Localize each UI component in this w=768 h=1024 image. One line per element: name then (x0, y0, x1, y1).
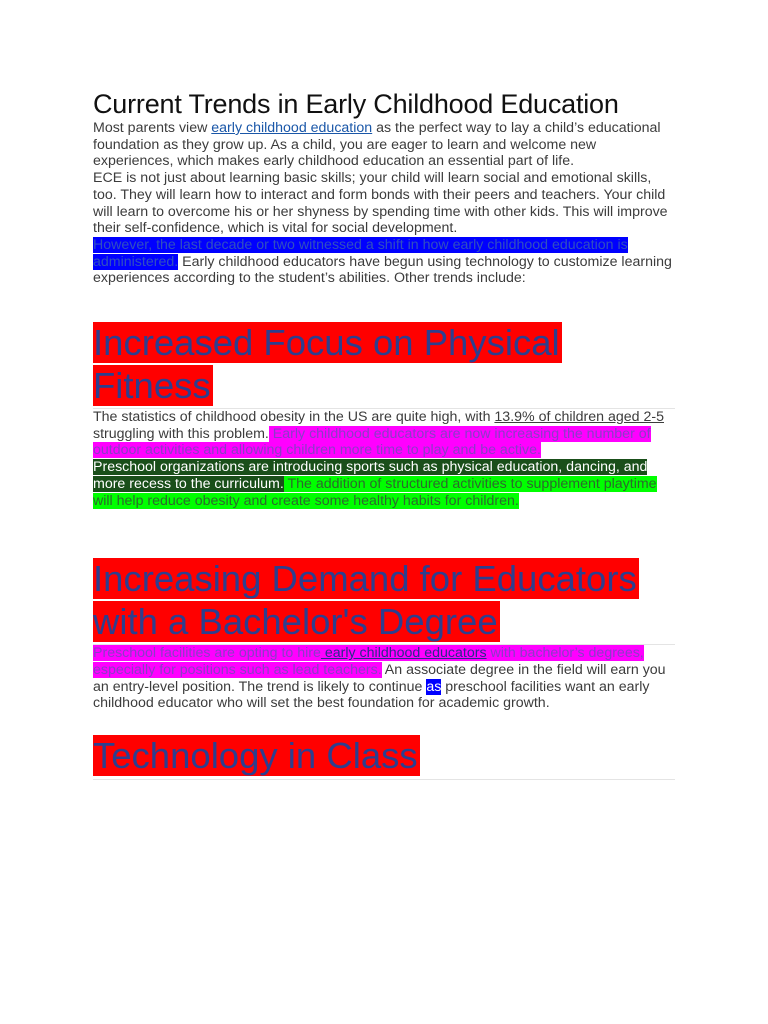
section-heading-technology (93, 734, 675, 777)
intro-text-before-link: Most parents view (93, 120, 212, 136)
intro-paragraph-3 (93, 237, 675, 287)
early-childhood-education-link[interactable]: early childhood education (211, 120, 373, 136)
magenta-text-before-link: Preschool facilities are opting to hire (93, 645, 321, 662)
section-heading-bachelors-degree (93, 557, 675, 643)
dark-green-highlighted-sentence: Preschool organizations are introducing sports such as physical education, dancing, and more recess to the curriculum. (93, 459, 648, 492)
section-heading-bachelors-degree-text: Increasing Demand for Educators with a Bachelor's Degree (93, 558, 637, 643)
intro-paragraph-1 (93, 120, 675, 170)
intro-paragraph-2: ECE is not just about learning basic skills; your child will learn social and emotional skills, too. They will learn how to interact and form bonds with their peers and teachers. Your child will learn to overcome his or her shyness by spending time with other kids. This will improve their self-confidence, which is vital for social development. (93, 170, 668, 237)
bachelors-degree-paragraph (93, 645, 675, 712)
page-title: Current Trends in Early Childhood Education (93, 89, 619, 119)
magenta-text-after-link: with bachelor’s degrees, especially for positions such as lead teachers. (93, 645, 644, 678)
bachelors-paragraph-end: preschool facilities want an early childhood educator who will set the best foundation for academic growth. (93, 678, 650, 712)
obesity-text-before-link: The statistics of childhood obesity in the US are quite high, with (93, 409, 495, 426)
early-childhood-educators-link[interactable]: early childhood educators (320, 645, 487, 662)
section-heading-physical-fitness-text: Increased Focus on Physical Fitness (93, 322, 560, 407)
blue-highlighted-sentence: However, the last decade or two witnessed a shift in how early childhood education is administered. (93, 236, 628, 270)
obesity-text-after-link: struggling with this problem. (93, 425, 269, 442)
obesity-statistic-link[interactable]: 13.9% of children aged 2-5 (494, 409, 664, 426)
magenta-highlighted-sentence: Early childhood educators are now increasing the number of outdoor activities and allowing children more time to play and be active. (93, 425, 651, 459)
associate-degree-text: An associate degree in the field will earn you an entry-level position. The trend is likely to continue (93, 661, 666, 695)
section-heading-technology-text: Technology in Class (93, 735, 418, 777)
physical-fitness-paragraph-2 (93, 459, 675, 509)
green-highlighted-sentence: The addition of structured activities to supplement playtime will help reduce obesity and create some healthy habits for children. (93, 475, 657, 509)
intro-text-after-link: as the perfect way to lay a child’s educational foundation as they grow up. As a child, you are eager to learn and welcome new experiences, which makes early childhood education an essential part of life. (93, 120, 661, 170)
blue-highlighted-word: as (426, 678, 442, 695)
intro-paragraph-3-rest: Early childhood educators have begun using technology to customize learning experiences according to the student’s abilities. Other trends include: (93, 253, 672, 287)
section-heading-physical-fitness (93, 321, 675, 407)
physical-fitness-paragraph-1 (93, 409, 675, 459)
section-divider (93, 779, 675, 780)
document-page (93, 88, 675, 780)
